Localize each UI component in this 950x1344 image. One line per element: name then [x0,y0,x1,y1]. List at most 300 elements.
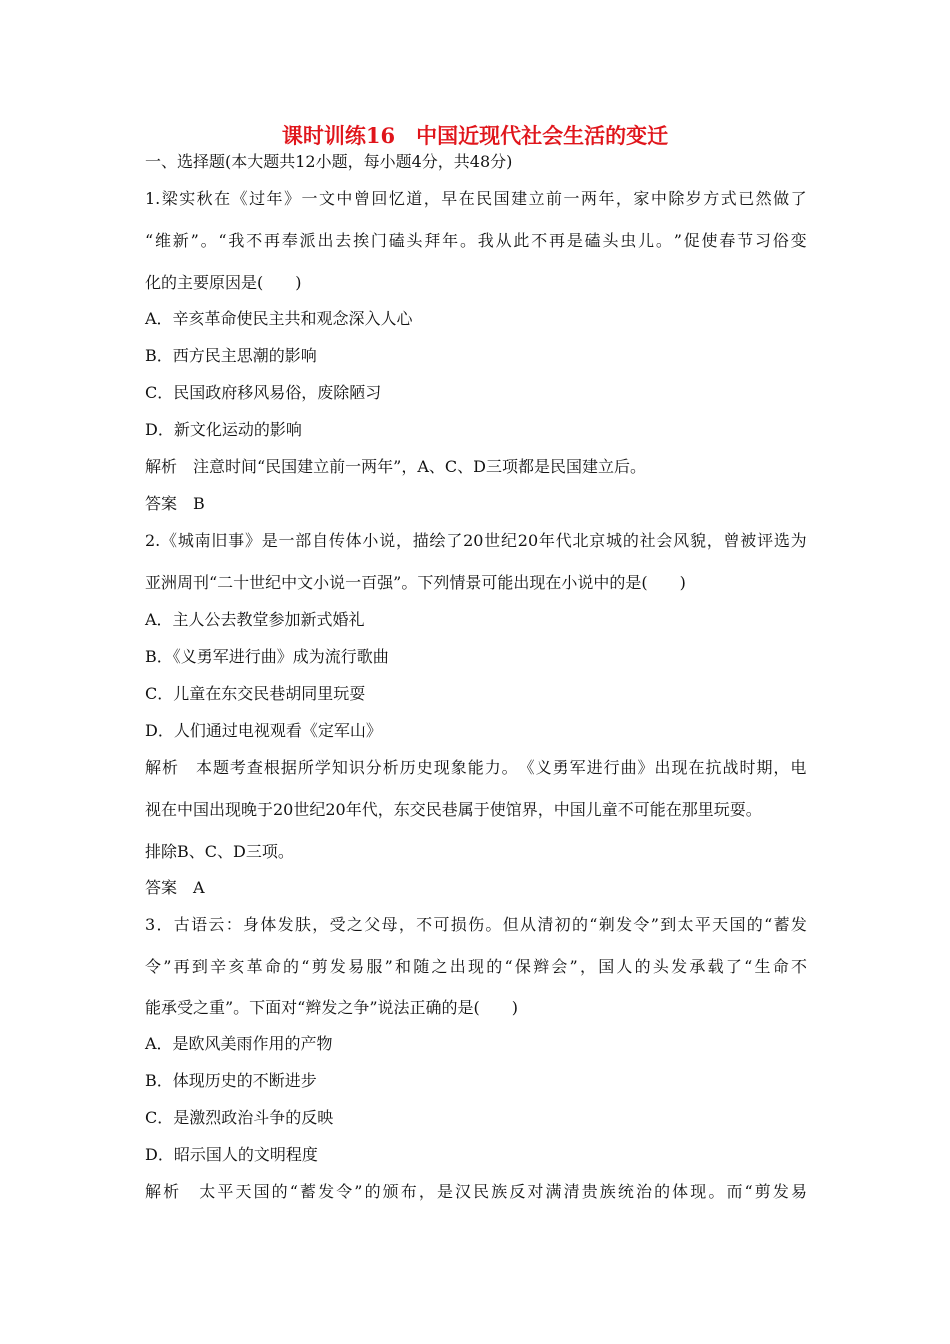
stem-text-glyph: 再 [549,231,566,250]
analysis-text-glyph: 体 [672,1182,689,1201]
stem-text-glyph: 生 [754,957,771,976]
analysis-text-glyph: 曲 [620,758,637,777]
stem-text-glyph: 2. [145,531,161,550]
stem-text-glyph: ， [312,915,329,934]
stem-text-glyph: 中 [336,189,353,208]
stem-text-glyph: 发 [790,915,807,934]
analysis-text-glyph: “ [744,1182,753,1201]
stem-text-glyph: 到 [191,957,208,976]
analysis-text-glyph: 平 [217,1182,234,1201]
stem-text-glyph: 母 [381,915,398,934]
stem-text-glyph: 不 [790,957,807,976]
stem-text-glyph: 在 [458,189,475,208]
stem-text-glyph: 一 [278,531,295,550]
analysis-text-glyph: 对 [527,1182,544,1201]
stem-text-glyph: 风 [673,531,690,550]
stem-text-glyph: 。 [459,231,476,250]
stem-text-glyph: 曾 [723,531,740,550]
analysis-text-glyph: 象 [450,758,467,777]
stem-text-glyph: 忆 [388,189,405,208]
stem-text-glyph: 辫 [533,957,550,976]
analysis-text-glyph: 进 [586,758,603,777]
stem-text-glyph: 评 [757,531,774,550]
analysis-text-glyph: 能 [467,758,484,777]
analysis-text-glyph: 治 [635,1182,652,1201]
analysis-text-glyph: ， [773,758,790,777]
analysis-text-glyph: 清 [563,1182,580,1201]
stem-text-glyph: 年 [538,531,555,550]
stem-text-glyph: 代 [555,531,572,550]
stem-text-glyph: 。 [200,231,217,250]
analysis-text-glyph: 天 [235,1182,252,1201]
analysis-text-glyph: 反 [509,1182,526,1201]
analysis-text-glyph: 的 [271,1182,288,1201]
question-2-option-d: D．人们通过电视观看《定军山》 [145,721,382,740]
stem-text-glyph: 儿 [638,231,655,250]
stem-text-glyph: 事 [228,531,245,550]
stem-text-glyph: 革 [246,957,263,976]
analysis-text-glyph: 识 [348,758,365,777]
stem-text-glyph: “ [764,915,773,934]
analysis-text-glyph: 族 [599,1182,616,1201]
stem-text-glyph: 了 [790,189,807,208]
stem-text-glyph: 易 [348,957,365,976]
analysis-text-glyph: 而 [726,1182,743,1201]
stem-text-glyph: “ [589,915,598,934]
stem-text-glyph: 去 [335,231,352,250]
stem-text-glyph: 出 [449,957,466,976]
stem-text-glyph: 但 [502,915,519,934]
question-1-stem-line-1 [145,189,807,209]
question-3-option-c: C．是激烈政治斗争的反映 [145,1108,334,1127]
stem-text-glyph: 国 [493,189,510,208]
question-2-stem-line-2: 亚洲周刊“二十世纪中文小说一百强”。下列情景可能出现在小说中的是( ) [145,573,686,592]
analysis-text-glyph: 统 [617,1182,634,1201]
stem-text-glyph: 之 [346,915,363,934]
stem-text-glyph: 可 [433,915,450,934]
stem-text-glyph: 一 [563,189,580,208]
stem-text-glyph: 门 [370,231,387,250]
stem-text-glyph: 前 [546,189,563,208]
stem-text-glyph: 除 [668,189,685,208]
stem-text-glyph: 了 [725,957,742,976]
stem-text-glyph: 被 [740,531,757,550]
question-2-analysis-line-3: 排除B、C、D三项。 [145,842,294,861]
stem-text-glyph: 令 [145,957,162,976]
stem-text-glyph: 变 [790,231,807,250]
question-2-analysis-line-2: 视在中国出现晚于20世纪20年代，东交民巷属于使馆界，中国儿童不可能在那里玩耍。 [145,800,762,819]
stem-text-glyph: 自 [312,531,329,550]
stem-text-glyph: 纪 [501,531,518,550]
stem-text-glyph: 了 [446,531,463,550]
stem-text-glyph: 俗 [772,231,789,250]
stem-text-glyph: 不 [246,231,263,250]
stem-text-glyph: ． [156,915,173,934]
question-1-option-b: B．西方民主思潮的影响 [145,346,317,365]
stem-text-glyph: 回 [371,189,388,208]
stem-text-glyph: “ [744,957,753,976]
question-2-answer: 答案 A [145,878,205,897]
stem-text-glyph: 梁 [161,189,178,208]
analysis-text-glyph: 史 [416,758,433,777]
stem-text-glyph: 再 [264,231,281,250]
stem-text-glyph: 平 [694,915,711,934]
question-3-option-d: D．昭示国人的文明程度 [145,1145,318,1164]
stem-text-glyph: 清 [537,915,554,934]
stem-text-glyph: 命 [264,957,281,976]
analysis-text-glyph: 查 [246,758,263,777]
analysis-text-glyph: “ [289,1182,298,1201]
question-1-option-d: D．新文化运动的影响 [145,420,302,439]
question-1-option-a: A．辛亥革命使民主共和观念深入人心 [145,309,413,328]
stem-text-glyph: 中 [650,189,667,208]
stem-text-glyph: 我 [228,231,245,250]
analysis-text-glyph: 学 [314,758,331,777]
analysis-text-glyph: 是 [436,1182,453,1201]
stem-text-glyph: 的 [746,915,763,934]
stem-text-glyph: 维 [154,231,171,250]
stem-text-glyph: ” [650,915,659,934]
question-1-stem-line-2 [145,231,807,251]
stem-text-glyph: 秋 [196,189,213,208]
analysis-text-glyph: 历 [399,758,416,777]
stem-text-glyph: 从 [520,915,537,934]
stem-text-glyph: 《 [231,189,248,208]
analysis-text-glyph: 《 [518,758,535,777]
analysis-text-glyph: 太 [199,1182,216,1201]
stem-text-glyph: 不 [531,231,548,250]
analysis-text-glyph: 考 [229,758,246,777]
stem-text-glyph: 是 [261,531,278,550]
analysis-text-glyph: 易 [790,1182,807,1201]
stem-text-glyph: 20 [463,531,484,550]
stem-text-glyph: 和 [395,957,412,976]
analysis-text-glyph: 在 [688,758,705,777]
stem-text-glyph: 过 [249,189,266,208]
analysis-text-glyph: 汉 [455,1182,472,1201]
stem-text-glyph: “ [218,231,227,250]
analysis-text-glyph: 族 [491,1182,508,1201]
stem-text-glyph: 为 [790,531,807,550]
stem-text-glyph: 方 [703,189,720,208]
stem-text-glyph: 辛 [210,957,227,976]
stem-text-glyph: 磕 [584,231,601,250]
stem-text-glyph: 的 [634,957,651,976]
stem-text-glyph: “ [145,231,154,250]
stem-text-glyph: 之 [431,957,448,976]
stem-text-glyph: 发 [616,915,633,934]
stem-text-glyph: 国 [729,915,746,934]
stem-text-glyph: 此 [513,231,530,250]
analysis-text-glyph: 分 [365,758,382,777]
stem-text-glyph: 一 [301,189,318,208]
question-3-option-a: A．是欧风美雨作用的产物 [145,1034,333,1053]
stem-text-glyph: 新 [172,231,189,250]
stem-text-glyph: 民 [476,189,493,208]
analysis-text-glyph: 析 [161,758,178,777]
stem-text-glyph: 世 [484,531,501,550]
analysis-text-glyph: 的 [364,1182,381,1201]
stem-text-glyph: 肤 [294,915,311,934]
analysis-text-glyph: 国 [253,1182,270,1201]
stem-text-glyph: 南 [194,531,211,550]
stem-text-glyph: 发 [277,915,294,934]
stem-text-glyph: 小 [362,531,379,550]
stem-text-glyph: 两 [580,189,597,208]
stem-text-glyph: 说 [379,531,396,550]
analysis-text-glyph: 现 [433,758,450,777]
stem-text-glyph: 的 [571,915,588,934]
stem-text-glyph: 城 [606,531,623,550]
analysis-text-glyph: 力 [484,758,501,777]
stem-text-glyph: 天 [712,915,729,934]
analysis-text-glyph: 解 [145,1182,162,1201]
stem-text-glyph: 春 [719,231,736,250]
question-2-option-c: C．儿童在东交民巷胡同里玩耍 [145,684,366,703]
stem-text-glyph: 太 [677,915,694,934]
stem-text-glyph: 蓄 [773,915,790,934]
analysis-text-glyph: 义 [535,758,552,777]
stem-text-glyph: 做 [773,189,790,208]
stem-text-glyph: 再 [173,957,190,976]
stem-text-glyph: 家 [633,189,650,208]
section-heading: 一、选择题(本大题共12小题，每小题4分，共48分) [145,152,513,171]
stem-text-glyph: 我 [477,231,494,250]
analysis-text-glyph: 期 [756,758,773,777]
stem-text-glyph: 剪 [311,957,328,976]
question-2-option-a: A．主人公去教堂参加新式婚礼 [145,610,365,629]
analysis-text-glyph: 令 [336,1182,353,1201]
stem-text-glyph: 早 [441,189,458,208]
stem-text-glyph: 体 [345,531,362,550]
analysis-text-glyph: 。 [708,1182,725,1201]
stem-text-glyph: 实 [179,189,196,208]
stem-text-glyph: ， [423,189,440,208]
stem-text-glyph: 受 [329,915,346,934]
stem-text-glyph: 随 [413,957,430,976]
analysis-text-glyph: 题 [212,758,229,777]
stem-text-glyph: 体 [260,915,277,934]
stem-text-glyph: 会 [551,957,568,976]
stem-text-glyph: 节 [737,231,754,250]
stem-text-glyph: 承 [689,957,706,976]
stem-text-glyph: 古 [173,915,190,934]
stem-text-glyph: 保 [514,957,531,976]
stem-text-glyph: 不 [416,915,433,934]
analysis-text-glyph: 现 [690,1182,707,1201]
analysis-text-glyph: 析 [163,1182,180,1201]
analysis-text-glyph: ” [354,1182,363,1201]
stem-text-glyph: 从 [495,231,512,250]
stem-text-glyph: 道 [406,189,423,208]
question-3-analysis-line-1 [145,1182,807,1202]
stem-text-glyph: ： [225,915,242,934]
stem-text-glyph: 到 [660,915,677,934]
stem-text-glyph: 发 [671,957,688,976]
stem-text-glyph: 初 [554,915,571,934]
analysis-text-glyph: 据 [280,758,297,777]
question-3-option-b: B．体现历史的不断进步 [145,1071,317,1090]
analysis-text-glyph: 发 [318,1182,335,1201]
stem-text-glyph: 载 [707,957,724,976]
analysis-text-glyph [179,758,195,778]
question-1-stem-line-3: 化的主要原因是( ) [145,273,302,292]
stem-text-glyph: “ [504,957,513,976]
stem-text-glyph: 绘 [429,531,446,550]
stem-text-glyph: 传 [328,531,345,550]
analysis-text-glyph: 抗 [705,758,722,777]
stem-text-glyph: ” [673,231,682,250]
analysis-text-glyph: ， [418,1182,435,1201]
stem-text-glyph: 年 [266,189,283,208]
stem-text-glyph: 已 [738,189,755,208]
question-2-stem-line-1 [145,531,807,551]
analysis-text-glyph: 勇 [552,758,569,777]
stem-text-glyph: 促 [683,231,700,250]
stem-text-glyph: 头 [602,231,619,250]
stem-text-glyph: ” [190,231,199,250]
analysis-text-glyph: 知 [331,758,348,777]
stem-text-glyph: 部 [295,531,312,550]
stem-text-glyph: 的 [283,957,300,976]
stem-text-glyph: 虫 [620,231,637,250]
stem-text-glyph: 北 [572,531,589,550]
stem-text-glyph: ， [398,915,415,934]
stem-text-glyph: 旧 [211,531,228,550]
stem-text-glyph: 身 [243,915,260,934]
stem-text-glyph: 年 [598,189,615,208]
analysis-text-glyph: 颁 [382,1182,399,1201]
analysis-text-glyph: 贵 [581,1182,598,1201]
stem-text-glyph: 父 [364,915,381,934]
stem-text-glyph: “ [301,957,310,976]
stem-text-glyph: 奉 [281,231,298,250]
stem-text-glyph: 人 [616,957,633,976]
stem-text-glyph: 是 [566,231,583,250]
stem-text-glyph: 描 [412,531,429,550]
stem-text-glyph: 会 [656,531,673,550]
stem-text-glyph: 京 [589,531,606,550]
stem-text-glyph: 头 [652,957,669,976]
stem-text-glyph: 岁 [685,189,702,208]
stem-text-glyph: 立 [528,189,545,208]
stem-text-glyph: 伤 [468,915,485,934]
analysis-text-glyph: 蓄 [300,1182,317,1201]
stem-text-glyph: 剃 [598,915,615,934]
stem-text-glyph: 磕 [388,231,405,250]
stem-text-glyph: ， [579,957,596,976]
analysis-text-glyph: 布 [400,1182,417,1201]
stem-text-glyph: 拜 [424,231,441,250]
question-1-option-c: C．民国政府移风易俗，废除陋习 [145,383,382,402]
analysis-text-glyph: 本 [195,758,212,777]
stem-text-glyph: 貌 [689,531,706,550]
stem-text-glyph: ” [384,957,393,976]
stem-text-glyph: ， [706,531,723,550]
analysis-text-glyph [181,1182,197,1202]
analysis-text-glyph: 民 [473,1182,490,1201]
stem-text-glyph: 3 [145,915,156,934]
question-2-analysis-line-1 [145,758,807,778]
analysis-text-glyph: 的 [654,1182,671,1201]
stem-text-glyph: ” [569,957,578,976]
stem-text-glyph: 式 [720,189,737,208]
question-2-option-b: B．《义勇军进行曲》成为流行歌曲 [145,647,389,666]
stem-text-glyph: 《 [161,531,178,550]
stem-text-glyph: 的 [622,531,639,550]
stem-text-glyph: 》 [244,531,261,550]
stem-text-glyph: 出 [317,231,334,250]
stem-text-glyph: 在 [214,189,231,208]
stem-text-glyph: 挨 [353,231,370,250]
stem-text-glyph: 文 [318,189,335,208]
stem-text-glyph: 亥 [228,957,245,976]
stem-text-glyph: 损 [450,915,467,934]
analysis-text-glyph: 所 [297,758,314,777]
analysis-text-glyph: 电 [790,758,807,777]
stem-text-glyph: 》 [284,189,301,208]
stem-text-glyph: 命 [772,957,789,976]
question-3-stem-line-2 [145,957,807,977]
question-1-answer: 答案 B [145,494,205,513]
stem-text-glyph: 年 [442,231,459,250]
analysis-text-glyph: 满 [545,1182,562,1201]
stem-text-glyph: 社 [639,531,656,550]
stem-text-glyph: 城 [177,531,194,550]
stem-text-glyph: 国 [598,957,615,976]
stem-text-glyph: 云 [208,915,225,934]
analysis-text-glyph: 战 [722,758,739,777]
stem-text-glyph: 服 [366,957,383,976]
question-3-stem-line-1 [145,915,807,935]
stem-text-glyph: 现 [467,957,484,976]
question-1-analysis: 解析 注意时间“民国建立前一两年”，A、C、D三项都是民国建立后。 [145,457,646,476]
stem-text-glyph: 使 [701,231,718,250]
stem-text-glyph: 选 [773,531,790,550]
stem-text-glyph: 令 [633,915,650,934]
analysis-text-glyph: 发 [772,1182,789,1201]
stem-text-glyph: 曾 [353,189,370,208]
analysis-text-glyph: 。 [501,758,518,777]
analysis-text-glyph: 军 [569,758,586,777]
question-3-stem-line-3: 能承受之重”。下面对“辫发之争”说法正确的是( ) [145,998,519,1017]
analysis-text-glyph: 现 [671,758,688,777]
stem-text-glyph: 。 [655,231,672,250]
analysis-text-glyph: 剪 [754,1182,771,1201]
analysis-text-glyph: 解 [145,758,162,777]
analysis-text-glyph: 行 [603,758,620,777]
stem-text-glyph: ” [163,957,172,976]
stem-text-glyph: 然 [755,189,772,208]
stem-text-glyph: 。 [485,915,502,934]
stem-text-glyph: ， [395,531,412,550]
analysis-text-glyph: 出 [654,758,671,777]
stem-text-glyph: 20 [517,531,539,550]
stem-text-glyph: ， [615,189,632,208]
stem-text-glyph: 头 [406,231,423,250]
stem-text-glyph: 建 [511,189,528,208]
stem-text-glyph: 派 [299,231,316,250]
analysis-text-glyph: 》 [637,758,654,777]
analysis-text-glyph: 析 [382,758,399,777]
analysis-text-glyph: 根 [263,758,280,777]
stem-text-glyph: 语 [191,915,208,934]
page-title: 课时训练16 中国近现代社会生活的变迁 [281,123,669,148]
stem-text-glyph: 发 [329,957,346,976]
stem-text-glyph: 1. [145,189,161,208]
stem-text-glyph: 习 [754,231,771,250]
analysis-text-glyph: 时 [739,758,756,777]
